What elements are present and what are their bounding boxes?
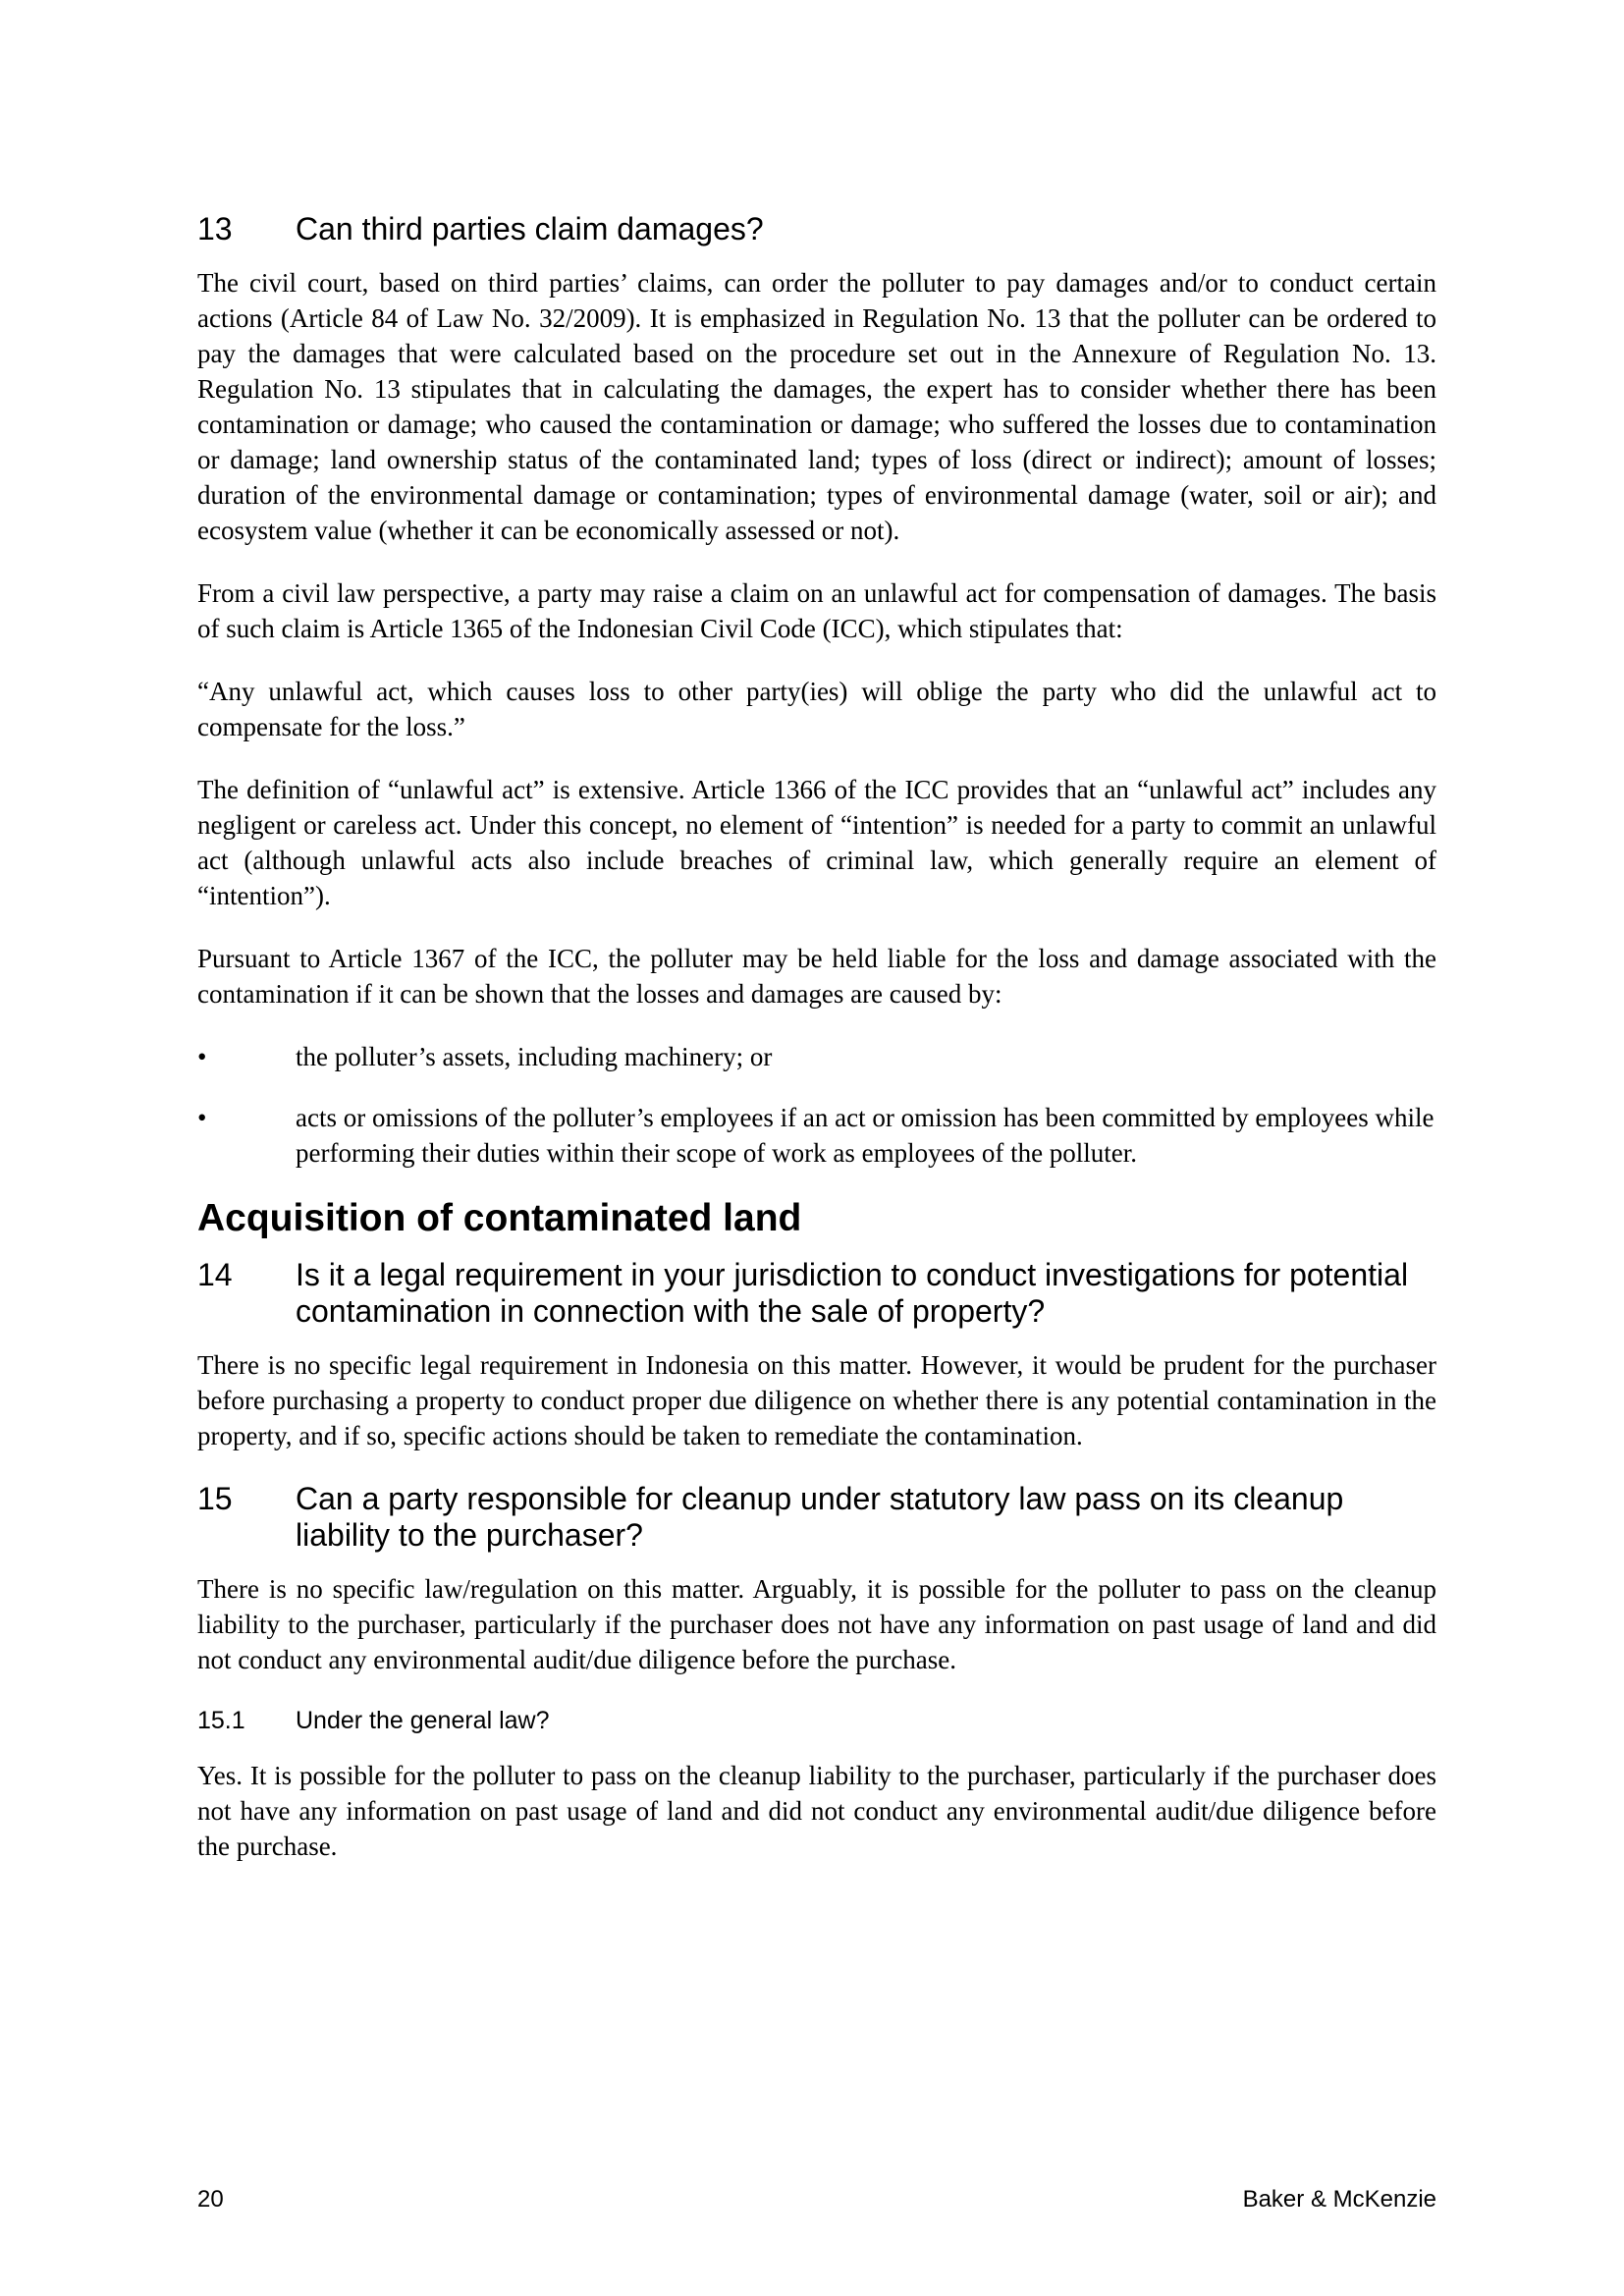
paragraph: There is no specific legal requirement in Indonesia on this matter. However, it would be prudent for the purchaser before purchasing a property to conduct proper due diligence on whether there is any potential contamination in the property, and if so, specific actions should be taken to remediate the contamination. [197, 1350, 1436, 1450]
bullet-item [197, 1100, 1436, 1171]
question-number: 15 [197, 1481, 233, 1516]
bullet-text: acts or omissions of the polluter’s employees if an act or omission has been committed by employees while performing their duties within their scope of work as employees of the polluter. [296, 1103, 1435, 1168]
question-number: 13 [197, 211, 233, 246]
question-13-heading [197, 211, 1436, 247]
bullet-text: the polluter’s assets, including machinery; or [296, 1042, 773, 1071]
page-content [197, 211, 1436, 1891]
paragraph: Yes. It is possible for the polluter to pass on the cleanup liability to the purchaser, particularly if the purchaser does not have any information on past usage of land and did not conduct any environmental audit/due diligence before the purchase. [197, 1761, 1436, 1861]
page-number: 20 [197, 2186, 224, 2213]
bullet-list [197, 1039, 1436, 1171]
question-title: Can a party responsible for cleanup under statutory law pass on its cleanup liability to the purchaser? [296, 1481, 1344, 1553]
question-title: Can third parties claim damages? [296, 211, 764, 246]
question-title: Under the general law? [296, 1707, 550, 1734]
paragraph: Pursuant to Article 1367 of the ICC, the polluter may be held liable for the loss and damage associated with the contamination if it can be shown that the losses and damages are caused by: [197, 944, 1436, 1009]
quoted-article: “Any unlawful act, which causes loss to other party(ies) will oblige the party who did the unlawful act to compensate for the loss.” [197, 677, 1436, 741]
question-15-heading [197, 1481, 1436, 1554]
question-14-heading [197, 1257, 1436, 1330]
question-number: 14 [197, 1257, 233, 1292]
bullet-icon: • [197, 1103, 207, 1132]
section-heading: Acquisition of contaminated land [197, 1197, 802, 1239]
firm-name: Baker & McKenzie [1242, 2186, 1436, 2213]
paragraph: The civil court, based on third parties’ claims, can order the polluter to pay damages and/or to conduct certain actions (Article 84 of Law No. 32/2009). It is emphasized in Regulation No. 13 that the polluter can be ordered to pay the damages that were calculated based on the procedure set out in the Annexure of Regulation No. 13. Regulation No. 13 stipulates that in calculating the damages, the expert has to consider whether there has been contamination or damage; who caused the contamination or damage; who suffered the losses due to contamination or damage; land ownership status of the contaminated land; types of loss (direct or indirect); amount of losses; duration of the environmental damage or contamination; types of environmental damage (water, soil or air); and ecosystem value (whether it can be economically assessed or not). [197, 268, 1436, 545]
paragraph: The definition of “unlawful act” is extensive. Article 1366 of the ICC provides that an “unlawful act” includes any negligent or careless act. Under this concept, no element of “intention” is needed for a party to commit an unlawful act (although unlawful acts also include breaches of criminal law, which generally require an element of “intention”). [197, 775, 1436, 910]
bullet-item [197, 1039, 1436, 1074]
paragraph: From a civil law perspective, a party may raise a claim on an unlawful act for compensation of damages. The basis of such claim is Article 1365 of the Indonesian Civil Code (ICC), which stipulates that: [197, 578, 1436, 643]
question-title: Is it a legal requirement in your jurisdiction to conduct investigations for potential contamination in connection with the sale of property? [296, 1257, 1409, 1329]
bullet-icon: • [197, 1042, 207, 1071]
question-15-1-heading [197, 1705, 1436, 1736]
question-number: 15.1 [197, 1707, 245, 1734]
paragraph: There is no specific law/regulation on this matter. Arguably, it is possible for the polluter to pass on the cleanup liability to the purchaser, particularly if the purchaser does not have any information on past usage of land and did not conduct any environmental audit/due diligence before the purchase. [197, 1574, 1436, 1674]
